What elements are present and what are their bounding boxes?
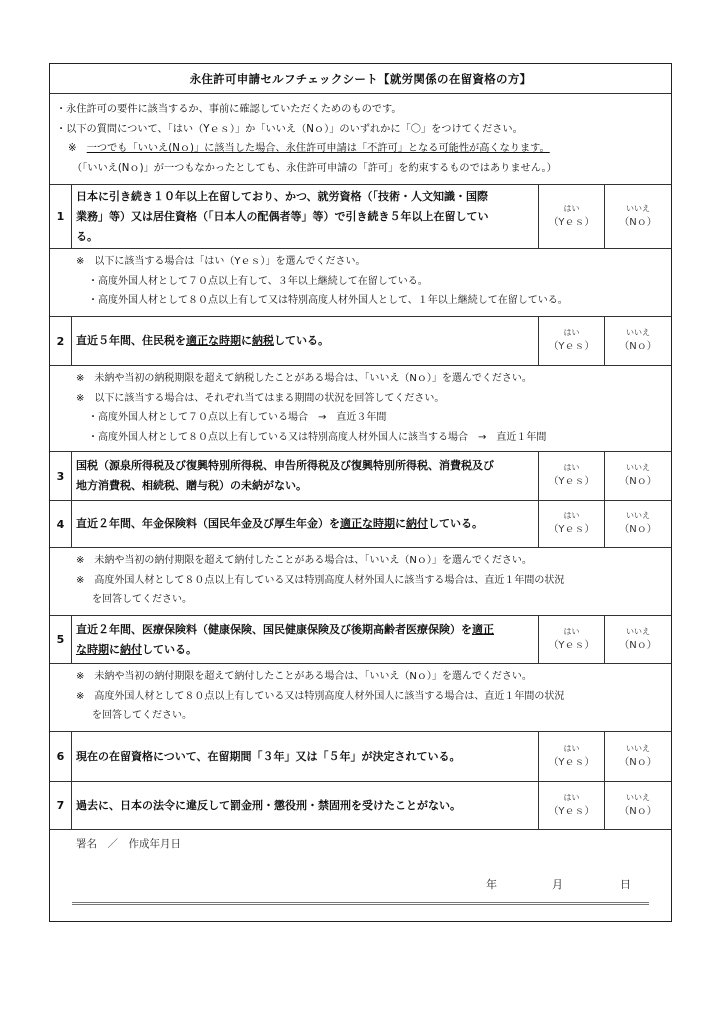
no-answer-cell[interactable]: いいえ （Nｏ） — [619, 743, 657, 768]
signature-section — [50, 830, 671, 916]
question-number: 4 — [50, 501, 72, 547]
note-line: ・高度外国人材として８０点以上有して又は特別高度人材外国人として、１年以上継続して在留している。 — [88, 295, 568, 306]
question-text: 直近５年間、住民税を適正な時期に納税している。 — [72, 317, 539, 365]
note-line: を回答してください。 — [92, 594, 192, 605]
question-line: る。 — [76, 229, 98, 243]
question-1-notes — [50, 249, 671, 317]
question-2-notes — [50, 366, 671, 452]
yes-answer-cell[interactable]: はい （Yｅｓ） — [539, 732, 605, 781]
question-line: 直近２年間、医療保険料（健康保険、国民健康保険及び後期高齢者医療保険）を適正 — [76, 622, 494, 636]
note-line: を回答してください。 — [92, 710, 192, 721]
no-label: いいえ — [626, 203, 650, 213]
day-label: 日 — [620, 878, 631, 891]
question-line: 過去に、日本の法令に違反して罰金刑・懲役刑・禁固刑を受けたことがない。 — [76, 798, 461, 812]
question-text — [72, 782, 539, 829]
question-line: 国税（源泉所得税及び復興特別所得税、申告所得税及び復興特別所得税、消費税及び — [76, 459, 494, 472]
note-line: ・高度外国人材として７０点以上有して、３年以上継続して在留している。 — [88, 275, 428, 287]
yes-answer-cell[interactable]: はい （Yｅｓ） — [539, 317, 605, 365]
year-label: 年 — [486, 878, 497, 891]
question-number: 3 — [50, 452, 72, 500]
question-number: 6 — [50, 732, 72, 781]
yes-answer-cell[interactable] — [539, 185, 605, 248]
yes-label: はい — [563, 203, 580, 213]
yes-answer-cell[interactable]: はい （Yｅｓ） — [539, 616, 605, 663]
question-line: 現在の在留資格について、在留期間「３年」又は「５年」が決定されている。 — [76, 749, 461, 763]
yes-answer-cell[interactable]: はい （Yｅｓ） — [539, 501, 605, 547]
question-text: 直近２年間、年金保険料（国民年金及び厚生年金）を適正な時期に納付している。 — [72, 501, 539, 547]
instruction-line: ・永住許可の要件に該当するか、事前に確認していただくためのものです。 — [56, 104, 402, 115]
no-answer-cell[interactable]: いいえ （Nｏ） — [619, 626, 657, 651]
instruction-line: （「いいえ(Nｏ)」が一つもなかったとしても、永住許可申請の「許可」を約束するものではありません。） — [72, 162, 557, 174]
note-line: ※ 未納や当初の納付期限を超えて納付したことがある場合は、「いいえ（Nｏ）」を選んでください。 — [76, 671, 532, 682]
question-line: 業務」等）又は居住資格（「日本人の配偶者等」等）で引き続き５年以上在留してい — [76, 209, 489, 223]
question-number: 7 — [50, 782, 72, 829]
question-number: 1 — [50, 185, 72, 248]
question-row-2 — [50, 317, 671, 366]
question-row-4 — [50, 501, 671, 548]
question-line: 地方消費税、相続税、贈与税）の未納がない。 — [76, 479, 307, 492]
signature-line[interactable] — [72, 902, 649, 905]
note-line: ※ 未納や当初の納税期限を超えて納税したことがある場合は、「いいえ（Nｏ）」を選んでください。 — [76, 373, 532, 384]
no-label-en: （Nｏ） — [619, 216, 657, 228]
instructions — [50, 94, 671, 185]
question-text — [72, 616, 539, 663]
note-line: ・高度外国人材として８０点以上有している又は特別高度人材外国人に該当する場合 → 直近１年間 — [88, 431, 547, 443]
question-number: 5 — [50, 616, 72, 663]
question-line: な時期に納付している。 — [76, 642, 197, 656]
question-text — [72, 732, 539, 781]
month-label: 月 — [552, 878, 563, 891]
no-answer-cell[interactable] — [605, 185, 671, 248]
self-check-sheet — [49, 63, 672, 922]
yes-answer-cell[interactable]: はい （Yｅｓ） — [539, 782, 605, 829]
note-line: ※ 以下に該当する場合は「はい（Yｅｓ）」を選んでください。 — [76, 256, 366, 267]
question-row-5 — [50, 616, 671, 664]
note-line: ※ 高度外国人材として８０点以上有している又は特別高度人材外国人に該当する場合は、直近１年間の状況 — [76, 690, 565, 702]
no-answer-cell[interactable]: いいえ （Nｏ） — [619, 463, 657, 487]
question-row-3 — [50, 452, 671, 501]
warning-underlined: 一つでも「いいえ(Nｏ)」に該当した場合、永住許可申請は「不許可」となる可能性が高くなります。 — [86, 143, 550, 154]
signature-label: 署名 ／ 作成年月日 — [76, 838, 181, 850]
question-row-7 — [50, 782, 671, 830]
question-4-notes — [50, 548, 671, 616]
note-line: ・高度外国人材として７０点以上有している場合 → 直近３年間 — [88, 412, 387, 423]
question-line: 日本に引き続き１０年以上在留しており、かつ、就労資格（「技術・人文知識・国際 — [76, 189, 489, 203]
instruction-line: ・以下の質問について、「はい（Yｅｓ）」か「いいえ（Nｏ）」のいずれかに「〇」をつけてください。 — [56, 123, 523, 135]
question-number: 2 — [50, 317, 72, 365]
question-5-notes — [50, 664, 671, 732]
note-line: ※ 以下に該当する場合は、それぞれ当てはまる期間の状況を回答してください。 — [76, 392, 445, 404]
no-answer-cell[interactable]: いいえ （Nｏ） — [619, 328, 657, 352]
no-answer-cell[interactable]: いいえ （Nｏ） — [619, 511, 657, 535]
question-text — [72, 185, 539, 248]
yes-answer-cell[interactable]: はい （Yｅｓ） — [539, 452, 605, 500]
sheet-title: 永住許可申請セルフチェックシート【就労関係の在留資格の方】 — [50, 64, 671, 94]
no-answer-cell[interactable]: いいえ （Nｏ） — [619, 792, 657, 817]
question-text — [72, 452, 539, 500]
note-line: ※ 未納や当初の納付期限を超えて納付したことがある場合は、「いいえ（Nｏ）」を選んでください。 — [76, 555, 532, 566]
question-row-1 — [50, 185, 671, 249]
yes-label-en: （Yｅｓ） — [548, 216, 595, 228]
note-line: ※ 高度外国人材として８０点以上有している又は特別高度人材外国人に該当する場合は、直近１年間の状況 — [76, 574, 565, 586]
question-row-6 — [50, 732, 671, 782]
note-mark: ※ — [68, 143, 87, 154]
instruction-warning — [56, 139, 671, 159]
